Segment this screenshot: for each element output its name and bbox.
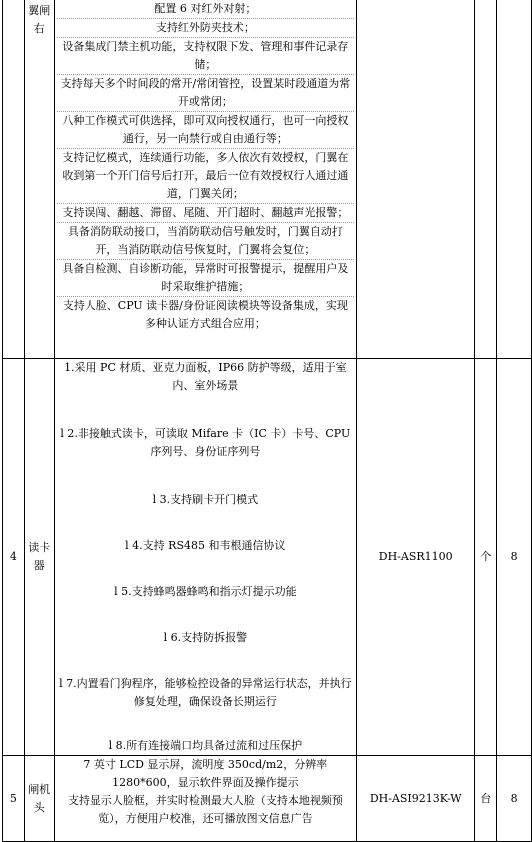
item-name-text: 闸机 头 — [28, 782, 51, 814]
item-name-text: 翼闸 右 — [28, 4, 51, 35]
spec-item: 1.采用 PC 材质、亚克力面板，IP66 防护等级，适用于室内、室外场景 — [64, 361, 347, 392]
spec-item: l 7.内置看门狗程序，能够检控设备的异常运行状态，并执行修复处理，确保设备长期运行 — [59, 677, 352, 708]
spec-item: l 2.非接触式读卡，可读取 Mifare 卡（IC 卡）卡号、CPU 序列号、身份证序列号 — [60, 427, 351, 458]
item-name-text: 读卡 器 — [28, 541, 51, 572]
unit-cell: 个 — [475, 359, 497, 756]
spec-item: 支持每天多个时间段的常开/常闭管控，设置某时段通道为常开或常闭； — [57, 75, 354, 112]
spec-cell — [54, 359, 356, 756]
table-row — [3, 359, 532, 756]
spec-item: 具备消防联动接口，当消防联动信号触发时，门翼自动打开，当消防联动信号恢复时，门翼将会复位； — [57, 223, 354, 260]
spec-item: 设备集成门禁主机功能，支持权限下发、管理和事件记录存储； — [57, 38, 354, 75]
model-cell: DH-ASR1100 — [357, 359, 475, 756]
spec-item: 八种工作模式可供选择，即可双向授权通行，也可一向授权通行，另一向禁行或自由通行等； — [57, 112, 354, 149]
table-row — [3, 0, 532, 359]
row-number: 5 — [3, 756, 25, 842]
spec-list — [57, 0, 354, 333]
spec-item: 支持人脸、CPU 读卡器/身份证阅读模块等设备集成，实现多种认证方式组合应用； — [62, 299, 348, 330]
item-name — [24, 756, 54, 842]
spec-item: 7 英寸 LCD 显示屏，流明度 350cd/m2，分辨率 1280*600，显示软件界面及操作提示 — [83, 758, 328, 789]
equipment-spec-table — [2, 0, 532, 842]
spec-item: 具备自检测、自诊断功能，异常时可报警提示，提醒用户及时采取维护措施； — [57, 260, 354, 297]
spec-item: 支持记忆模式，连续通行功能，多人依次有效授权，门翼在收到第一个开门信号后打开，最后一位有效授权行人通过通道，门翼关闭； — [57, 149, 354, 204]
spec-item: l 3.支持刷卡开门模式 — [152, 493, 259, 506]
spec-cell — [54, 756, 356, 842]
qty-cell: 8 — [497, 756, 532, 842]
model-cell — [357, 0, 475, 359]
spec-item: 支持红外防夹技术； — [57, 19, 354, 38]
spec-item: 支持显示人脸框，并实时检测最大人脸（支持本地视频预览），方便用户校准，还可播放图文信息广告 — [67, 794, 343, 825]
spec-item: 配置 6 对红外对射； — [57, 0, 354, 19]
item-name — [24, 0, 54, 359]
spec-item: l 5.支持蜂鸣器蜂鸣和指示灯提示功能 — [114, 585, 297, 598]
qty-cell: 8 — [497, 359, 532, 756]
spec-item: l 6.支持防拆报警 — [163, 631, 248, 644]
unit-cell: 台 — [475, 756, 497, 842]
spec-list — [57, 359, 354, 755]
unit-cell — [475, 0, 497, 359]
table-row — [3, 756, 532, 842]
row-number — [3, 0, 25, 359]
item-name — [24, 359, 54, 756]
row-number: 4 — [3, 359, 25, 756]
spec-list — [57, 756, 354, 828]
model-cell: DH-ASI9213K-W — [357, 756, 475, 842]
qty-cell — [497, 0, 532, 359]
spec-item: 支持误闯、翻越、滞留、尾随、开门超时、翻越声光报警； — [57, 204, 354, 223]
spec-cell — [54, 0, 356, 359]
spec-item: l 8.所有连接端口均具备过流和过压保护 — [108, 739, 303, 752]
spec-item: l 4.支持 RS485 和韦根通信协议 — [125, 539, 286, 552]
